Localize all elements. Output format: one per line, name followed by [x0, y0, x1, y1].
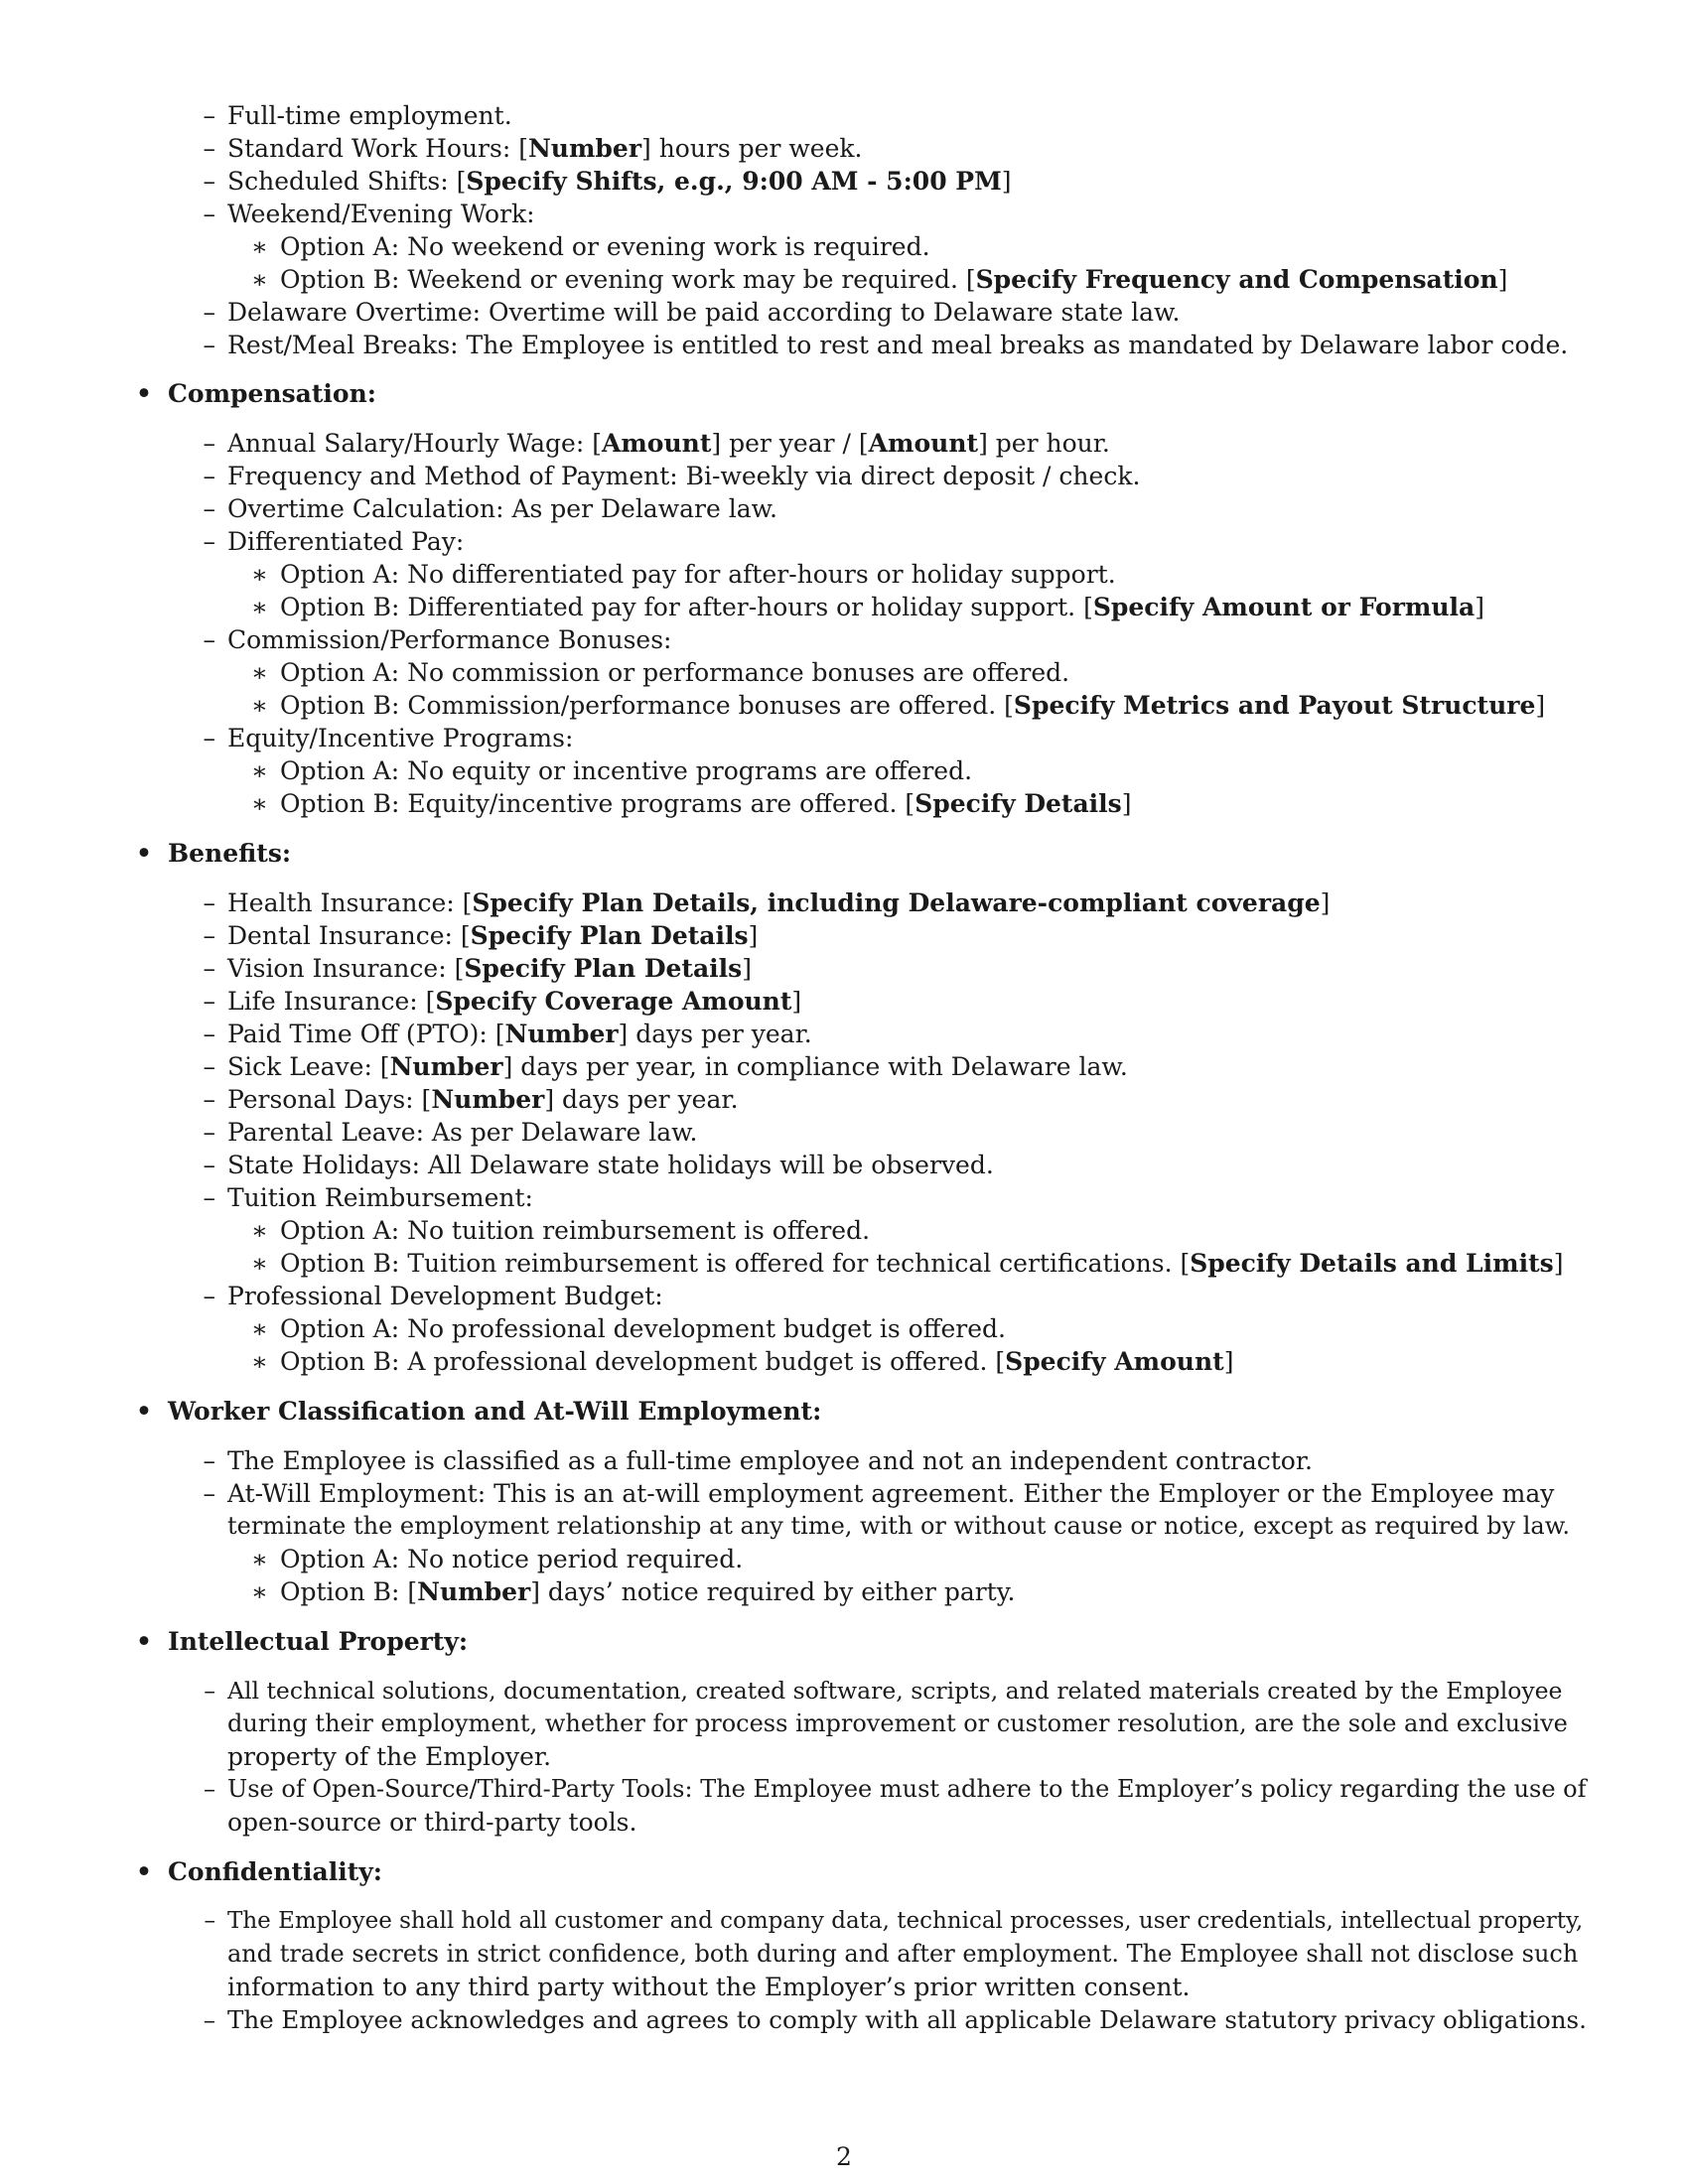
- item-text: Parental Leave: As per Delaware law.: [227, 1118, 698, 1147]
- item-text: Vision Insurance: [: [227, 954, 465, 983]
- item-text: ] days’ notice required by either party.: [530, 1577, 1016, 1606]
- item-text: ] days per year.: [544, 1085, 739, 1114]
- list-item: [203, 296, 1181, 329]
- item-text: Option A: No equity or incentive programs are offered.: [280, 756, 973, 785]
- item-text: Scheduled Shifts: [: [227, 167, 467, 196]
- item-text: ]: [742, 954, 753, 983]
- heading-text: Compensation:: [168, 379, 376, 408]
- item-text: Option B: Tuition reimbursement is offered for technical certifications. [: [280, 1249, 1191, 1278]
- item-text: State Holidays: All Delaware state holidays will be observed.: [227, 1151, 994, 1179]
- list-item: [203, 2003, 1587, 2036]
- item-text: ]: [791, 987, 802, 1016]
- placeholder-text: Specify Plan Details: [470, 921, 749, 950]
- item-text: during their employment, whether for process improvement or customer resolution, are the sole and exclusive: [227, 1709, 1568, 1737]
- item-text: ] per year / [: [711, 429, 869, 458]
- dash-marker: –: [203, 331, 215, 359]
- item-text: All technical solutions, documentation, created software, scripts, and related materials created by the Employee: [227, 1677, 1563, 1705]
- list-item: [203, 165, 1012, 198]
- dash-marker: –: [203, 429, 215, 458]
- dash-marker: –: [203, 2005, 215, 2034]
- item-text: Differentiated Pay:: [227, 527, 465, 556]
- item-text: Option A: No tuition reimbursement is offered.: [280, 1216, 871, 1245]
- list-item: [203, 1083, 739, 1116]
- list-item: [203, 329, 1569, 361]
- star-marker: ∗: [251, 691, 268, 720]
- item-text: ] per hour.: [978, 429, 1110, 458]
- bullet-marker: •: [136, 1627, 152, 1656]
- dash-marker: –: [203, 625, 215, 654]
- star-marker: ∗: [251, 1347, 268, 1376]
- list-item-continuation: [227, 1938, 1578, 1971]
- item-text: ]: [1320, 888, 1331, 917]
- item-text: Personal Days: [: [227, 1085, 432, 1114]
- dash-marker: –: [203, 921, 215, 950]
- item-text: Option B: Differentiated pay for after-hours or holiday support. [: [280, 593, 1093, 621]
- placeholder-text: Specify Amount or Formula: [1092, 593, 1476, 621]
- list-item-continuation: [227, 1707, 1568, 1740]
- heading-text: Benefits:: [168, 839, 292, 868]
- dash-marker: –: [204, 1908, 215, 1934]
- page-number: 2: [836, 2142, 852, 2171]
- option-item: [251, 1543, 744, 1575]
- item-text: Standard Work Hours: [: [227, 134, 528, 163]
- dash-marker: –: [204, 1775, 215, 1803]
- star-marker: ∗: [251, 560, 268, 589]
- section-heading-confidentiality: [136, 1855, 383, 1888]
- item-text: Option B: Weekend or evening work may be required. [: [280, 265, 976, 294]
- section-heading-worker-classification: [136, 1395, 822, 1428]
- option-item: [251, 689, 1546, 722]
- item-text: The Employee acknowledges and agrees to comply with all applicable Delaware statutory privacy obligations.: [227, 2005, 1587, 2034]
- option-item: [251, 1214, 871, 1247]
- bullet-marker: •: [136, 1397, 152, 1426]
- option-item: [251, 754, 973, 787]
- placeholder-text: Number: [431, 1085, 545, 1114]
- placeholder-text: Number: [527, 134, 641, 163]
- placeholder-text: Specify Details: [914, 789, 1122, 818]
- section-heading-intellectual-property: [136, 1625, 469, 1658]
- bullet-marker: •: [136, 839, 152, 868]
- heading-text: Worker Classification and At-Will Employment:: [168, 1397, 822, 1426]
- item-text: Option B: Commission/performance bonuses are offered. [: [280, 691, 1014, 720]
- item-text: ]: [1001, 167, 1012, 196]
- placeholder-text: Number: [389, 1052, 503, 1081]
- item-text: Full-time employment.: [227, 101, 512, 130]
- list-item: [203, 492, 777, 525]
- dash-marker: –: [203, 200, 215, 228]
- placeholder-text: Specify Plan Details, including Delaware-compliant coverage: [472, 888, 1321, 917]
- item-text: Dental Insurance: [: [227, 921, 471, 950]
- dash-marker: –: [203, 1183, 215, 1212]
- item-text: Option A: No differentiated pay for after-hours or holiday support.: [280, 560, 1116, 589]
- option-item: [251, 263, 1508, 296]
- dash-marker: –: [203, 888, 215, 917]
- dash-marker: –: [204, 1677, 215, 1705]
- option-item: [251, 558, 1116, 591]
- item-text: ] hours per week.: [641, 134, 863, 163]
- section-heading-compensation: [136, 377, 376, 410]
- star-marker: ∗: [251, 593, 268, 621]
- list-item: [203, 1280, 663, 1312]
- item-text: Sick Leave: [: [227, 1052, 390, 1081]
- star-marker: ∗: [251, 1314, 268, 1343]
- placeholder-text: Number: [504, 1020, 619, 1048]
- list-item: [203, 722, 574, 754]
- item-text: ]: [1475, 593, 1484, 621]
- item-text: The Employee is classified as a full-time employee and not an independent contractor.: [227, 1446, 1314, 1475]
- list-item: [203, 985, 802, 1018]
- list-item: [203, 1181, 533, 1214]
- item-text: ]: [748, 921, 759, 950]
- heading-text: Confidentiality:: [168, 1857, 383, 1886]
- item-text: Equity/Incentive Programs:: [227, 724, 574, 752]
- list-item: [203, 1444, 1314, 1477]
- list-item: [203, 1050, 1128, 1083]
- item-text: Frequency and Method of Payment: Bi-weekly via direct deposit / check.: [227, 462, 1141, 490]
- list-item-continuation: [227, 1806, 636, 1839]
- item-text: ] days per year.: [618, 1020, 812, 1048]
- list-item: [203, 623, 672, 656]
- dash-marker: –: [203, 724, 215, 752]
- star-marker: ∗: [251, 232, 268, 261]
- list-item: [204, 1675, 1563, 1707]
- option-item: [251, 591, 1484, 623]
- item-text: Tuition Reimbursement:: [227, 1183, 533, 1212]
- placeholder-text: Specify Details and Limits: [1190, 1249, 1554, 1278]
- dash-marker: –: [203, 494, 215, 523]
- list-item: [203, 952, 753, 985]
- item-text: Option A: No professional development budget is offered.: [280, 1314, 1006, 1343]
- dash-marker: –: [203, 298, 215, 327]
- dash-marker: –: [203, 1151, 215, 1179]
- list-item: [203, 1149, 994, 1181]
- list-item: [203, 1018, 812, 1050]
- item-text: terminate the employment relationship at any time, with or without cause or notice, except as required by law.: [227, 1512, 1571, 1540]
- item-text: ]: [1553, 1249, 1564, 1278]
- list-item: [203, 198, 535, 230]
- item-text: Option A: No weekend or evening work is required.: [280, 232, 930, 261]
- list-item-continuation: [227, 1971, 1190, 2003]
- option-item: [251, 1312, 1006, 1345]
- placeholder-text: Specify Frequency and Compensation: [975, 265, 1498, 294]
- list-item: [203, 132, 863, 165]
- item-text: Option B: A professional development budget is offered. [: [280, 1347, 1006, 1376]
- list-item: [203, 525, 465, 558]
- list-item: [203, 99, 512, 132]
- option-item: [251, 656, 1070, 689]
- item-text: ] days per year, in compliance with Delaware law.: [502, 1052, 1128, 1081]
- list-item: [203, 887, 1331, 919]
- dash-marker: –: [203, 1020, 215, 1048]
- list-item-continuation: [227, 1740, 551, 1773]
- placeholder-text: Specify Coverage Amount: [435, 987, 792, 1016]
- star-marker: ∗: [251, 1249, 268, 1278]
- placeholder-text: Number: [417, 1577, 531, 1606]
- bullet-marker: •: [136, 379, 152, 408]
- item-text: Commission/Performance Bonuses:: [227, 625, 672, 654]
- dash-marker: –: [203, 1282, 215, 1310]
- item-text: open-source or third-party tools.: [227, 1808, 637, 1837]
- item-text: ]: [1497, 265, 1508, 294]
- section-heading-benefits: [136, 837, 292, 870]
- dash-marker: –: [203, 1052, 215, 1081]
- placeholder-text: Specify Metrics and Payout Structure: [1013, 691, 1536, 720]
- item-text: Option A: No notice period required.: [280, 1545, 744, 1573]
- item-text: Life Insurance: [: [227, 987, 436, 1016]
- list-item-continuation: [227, 1510, 1570, 1543]
- dash-marker: –: [203, 101, 215, 130]
- item-text: At-Will Employment: This is an at-will employment agreement. Either the Employer or the Employee may: [227, 1479, 1555, 1508]
- dash-marker: –: [203, 987, 215, 1016]
- item-text: property of the Employer.: [227, 1742, 552, 1771]
- dash-marker: –: [203, 954, 215, 983]
- list-item: [203, 1116, 698, 1149]
- option-item: [251, 1247, 1564, 1280]
- placeholder-text: Specify Plan Details: [464, 954, 743, 983]
- dash-marker: –: [203, 462, 215, 490]
- dash-marker: –: [203, 1446, 215, 1475]
- item-text: Option A: No commission or performance bonuses are offered.: [280, 658, 1070, 687]
- star-marker: ∗: [251, 789, 268, 818]
- dash-marker: –: [203, 167, 215, 196]
- item-text: information to any third party without the Employer’s prior written consent.: [227, 1973, 1191, 2001]
- item-text: ]: [1223, 1347, 1234, 1376]
- list-item: [204, 1905, 1584, 1938]
- bullet-marker: •: [136, 1857, 152, 1886]
- item-text: Use of Open-Source/Third-Party Tools: The Employee must adhere to the Employer’s policy regarding the use of: [227, 1775, 1587, 1803]
- dash-marker: –: [203, 527, 215, 556]
- item-text: Professional Development Budget:: [227, 1282, 663, 1310]
- star-marker: ∗: [251, 265, 268, 294]
- item-text: Option B: [: [280, 1577, 418, 1606]
- dash-marker: –: [203, 1085, 215, 1114]
- star-marker: ∗: [251, 1577, 268, 1606]
- option-item: [251, 787, 1132, 820]
- dash-marker: –: [203, 1118, 215, 1147]
- star-marker: ∗: [251, 756, 268, 785]
- placeholder-text: Specify Shifts, e.g., 9:00 AM - 5:00 PM: [466, 167, 1002, 196]
- item-text: Health Insurance: [: [227, 888, 473, 917]
- item-text: Option B: Equity/incentive programs are offered. [: [280, 789, 915, 818]
- star-marker: ∗: [251, 1545, 268, 1573]
- item-text: Annual Salary/Hourly Wage: [: [227, 429, 602, 458]
- item-text: and trade secrets in strict confidence, both during and after employment. The Employee shall not disclose such: [227, 1940, 1579, 1968]
- item-text: Overtime Calculation: As per Delaware law.: [227, 494, 777, 523]
- item-text: The Employee shall hold all customer and company data, technical processes, user credentials, intellectual property,: [227, 1908, 1584, 1934]
- item-text: Paid Time Off (PTO): [: [227, 1020, 505, 1048]
- star-marker: ∗: [251, 1216, 268, 1245]
- list-item: [203, 460, 1141, 492]
- option-item: [251, 1575, 1016, 1608]
- item-text: Weekend/Evening Work:: [227, 200, 535, 228]
- item-text: Rest/Meal Breaks: The Employee is entitled to rest and meal breaks as mandated by Delaware labor code.: [227, 331, 1569, 359]
- item-text: Delaware Overtime: Overtime will be paid according to Delaware state law.: [227, 298, 1181, 327]
- placeholder-text: Amount: [601, 429, 712, 458]
- dash-marker: –: [203, 1479, 215, 1508]
- placeholder-text: Amount: [868, 429, 979, 458]
- option-item: [251, 230, 930, 263]
- list-item: [204, 1773, 1587, 1806]
- list-item: [203, 1477, 1555, 1510]
- star-marker: ∗: [251, 658, 268, 687]
- list-item: [203, 427, 1110, 460]
- placeholder-text: Specify Amount: [1005, 1347, 1224, 1376]
- item-text: ]: [1121, 789, 1132, 818]
- item-text: ]: [1535, 691, 1546, 720]
- dash-marker: –: [203, 134, 215, 163]
- list-item: [203, 919, 759, 952]
- option-item: [251, 1345, 1234, 1378]
- heading-text: Intellectual Property:: [168, 1627, 469, 1656]
